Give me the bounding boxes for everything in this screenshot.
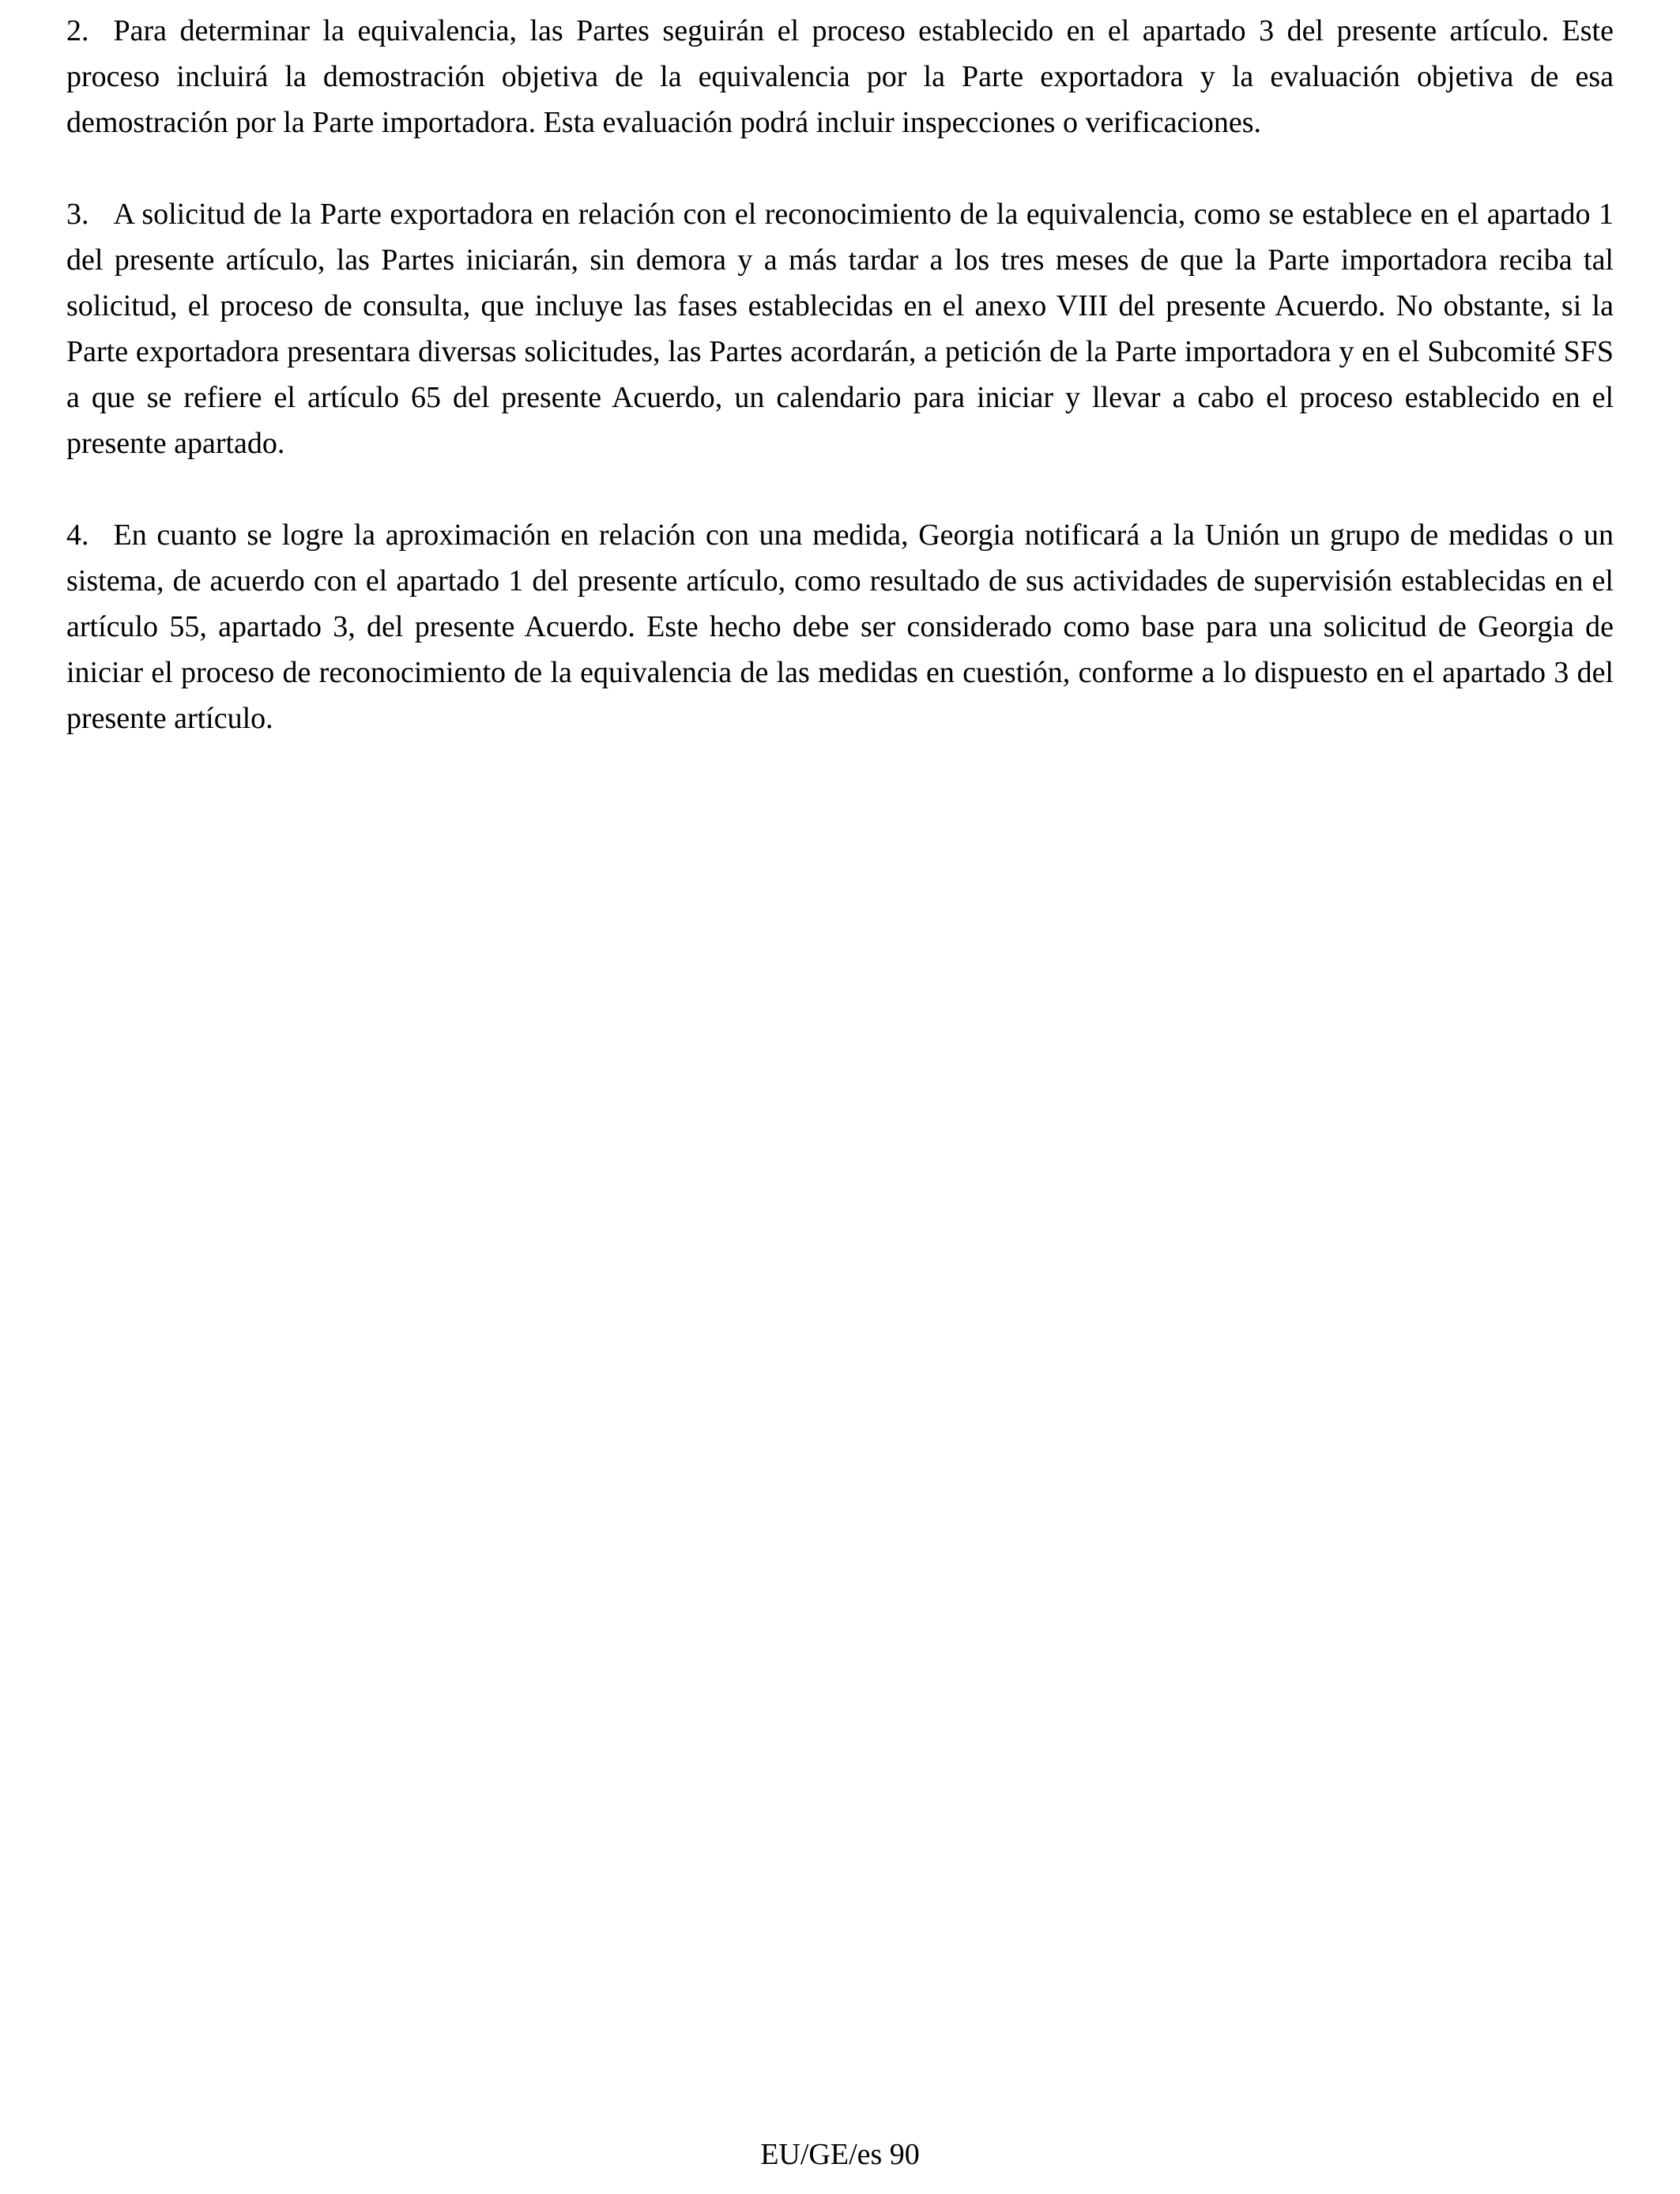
paragraph-2-text: Para determinar la equivalencia, las Partes seguirán el proceso establecido en el apartado 3 del presente artículo. Este proceso incluirá la demostración objetiva de la equivalencia por la Parte exportadora y la evaluación objetiva de esa demostración por la Parte importadora. Esta evaluación podrá incluir inspecciones o verificaciones. [66, 14, 1614, 139]
paragraph-3 [66, 191, 1614, 466]
page-footer [0, 2137, 1680, 2172]
paragraph-3-number: 3. [66, 198, 89, 231]
paragraph-4-number: 4. [66, 518, 89, 552]
page-number-label: EU/GE/es 90 [760, 2138, 920, 2171]
paragraph-2-number: 2. [66, 14, 89, 47]
paragraph-4 [66, 512, 1614, 741]
paragraph-4-text: En cuanto se logre la aproximación en relación con una medida, Georgia notificará a la Unión un grupo de medidas o un sistema, de acuerdo con el apartado 1 del presente artículo, como resultado de sus actividades de supervisión establecidas en el artículo 55, apartado 3, del presente Acuerdo. Este hecho debe ser considerado como base para una solicitud de Georgia de iniciar el proceso de reconocimiento de la equivalencia de las medidas en cuestión, conforme a lo dispuesto en el apartado 3 del presente artículo. [66, 518, 1614, 735]
tab-spacer [89, 544, 114, 545]
paragraph-3-text: A solicitud de la Parte exportadora en relación con el reconocimiento de la equivalencia, como se establece en el apartado 1 del presente artículo, las Partes iniciarán, sin demora y a más tardar a los tres meses de que la Parte importadora reciba tal solicitud, el proceso de consulta, que incluye las fases establecidas en el anexo VIII del presente Acuerdo. No obstante, si la Parte exportadora presentara diversas solicitudes, las Partes acordarán, a petición de la Parte importadora y en el Subcomité SFS a que se refiere el artículo 65 del presente Acuerdo, un calendario para iniciar y llevar a cabo el proceso establecido en el presente apartado. [66, 198, 1614, 460]
tab-spacer [89, 223, 114, 224]
paragraph-2 [66, 8, 1614, 145]
